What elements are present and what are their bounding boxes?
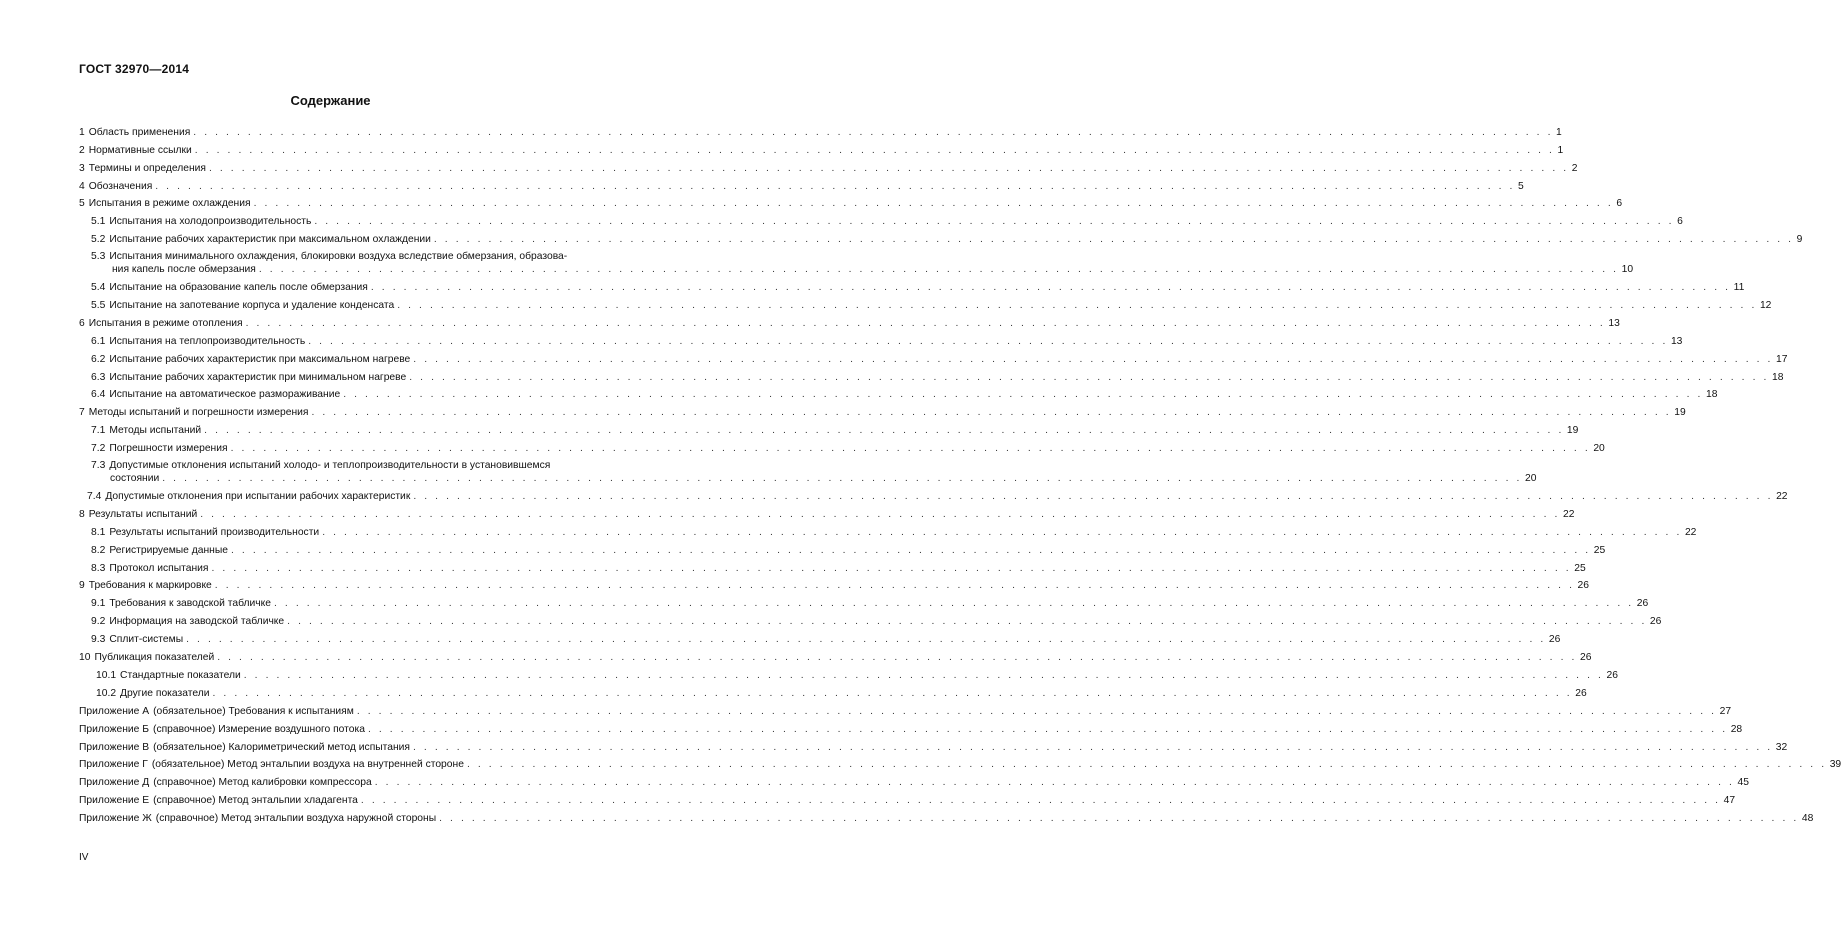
- toc-entry-label: [79, 406, 308, 419]
- toc-entry-number: 5.4: [91, 282, 106, 294]
- toc-entry-label: [91, 544, 228, 557]
- toc-entry-page: 48: [1801, 813, 1814, 825]
- toc-leader-dots: [204, 424, 1564, 437]
- toc-entry-number: Приложение Г: [79, 759, 148, 771]
- toc-entry-title: (справочное) Метод энтальпии хладагента: [153, 795, 358, 807]
- toc-entry-label: [79, 162, 206, 175]
- toc-entry-page: 12: [1759, 300, 1772, 312]
- toc-entry[interactable]: [79, 139, 1564, 157]
- toc-leader-dots: [413, 490, 1773, 503]
- toc-entry-title: Результаты испытаний: [88, 508, 198, 520]
- toc-entry-page: 10: [1621, 264, 1634, 276]
- toc-entry-title: Испытание рабочих характеристик при максимальном охлаждении: [109, 234, 431, 246]
- toc-entry[interactable]: [79, 682, 1587, 700]
- toc-entry-title: Требования к заводской табличке: [109, 598, 271, 610]
- toc-leader-dots: [215, 579, 1575, 592]
- toc-entry-page: 26: [1577, 580, 1590, 592]
- toc-entry-label: [91, 281, 368, 294]
- toc-entry-number: 5.1: [91, 216, 106, 228]
- toc-entry-label: [79, 317, 243, 330]
- toc-entry-number: Приложение Ж: [79, 813, 152, 825]
- toc-entry-label: [79, 197, 251, 210]
- toc-entry[interactable]: [79, 294, 1772, 312]
- toc-entry-title: Нормативные ссылки: [88, 144, 192, 156]
- toc-entry-page: 1: [1556, 126, 1562, 138]
- toc-entry[interactable]: [79, 437, 1605, 455]
- toc-entry-label: [79, 180, 152, 193]
- toc-leader-dots: [162, 472, 1522, 485]
- toc-leader-dots: [308, 335, 1668, 348]
- toc-entry-page: 25: [1574, 562, 1586, 574]
- toc-entry[interactable]: [79, 276, 1745, 294]
- toc-leader-dots: [467, 758, 1827, 771]
- toc-entry-number: 6: [79, 317, 85, 329]
- toc-entry-number: 5.3: [91, 251, 106, 263]
- toc-entry-title: Испытания в режиме охлаждения: [88, 198, 251, 210]
- toc-entry-page: 2: [1571, 162, 1578, 174]
- toc-leader-dots: [254, 197, 1614, 210]
- toc-entry[interactable]: [79, 503, 1575, 521]
- toc-leader-dots: [212, 562, 1572, 575]
- toc-entry-label: [79, 126, 190, 139]
- toc-leader-dots: [287, 615, 1647, 628]
- toc-leader-dots: [434, 233, 1794, 246]
- toc-entry-number: 10: [79, 652, 91, 664]
- toc-entry[interactable]: [79, 575, 1590, 593]
- toc-entry-label: [91, 388, 340, 401]
- toc-entry[interactable]: [79, 592, 1649, 610]
- toc-entry-title: (обязательное) Метод энтальпии воздуха на внутренней стороне: [151, 759, 464, 771]
- toc-entry-label: [91, 371, 406, 384]
- toc-entry-label: [79, 579, 212, 592]
- toc-entry[interactable]: [79, 366, 1784, 384]
- toc-entry-page: 11: [1733, 282, 1745, 294]
- toc-entry-page: 17: [1776, 353, 1788, 365]
- toc-entry[interactable]: [79, 664, 1618, 682]
- toc-entry[interactable]: [79, 210, 1683, 228]
- toc-entry-page: 22: [1776, 491, 1788, 503]
- toc-entry[interactable]: [79, 330, 1683, 348]
- toc-entry-title: Термины и определения: [88, 162, 206, 174]
- toc-entry-number: 9.2: [91, 616, 106, 628]
- toc-entry-number: 5.5: [91, 300, 106, 312]
- toc-entry[interactable]: [79, 384, 1718, 402]
- toc-entry-number: 8.2: [91, 544, 106, 556]
- toc-entry-number: 10.2: [96, 687, 117, 699]
- toc-entry-title: Испытания на холодопроизводительность: [109, 216, 312, 228]
- toc-entry[interactable]: [79, 521, 1697, 539]
- toc-entry[interactable]: [79, 485, 1788, 503]
- toc-leader-dots: [193, 126, 1553, 139]
- toc-entry-page: 6: [1616, 198, 1623, 210]
- toc-entry[interactable]: [79, 246, 1634, 276]
- toc-entry-title: Стандартные показатели: [120, 669, 241, 681]
- toc-entry-title: Протокол испытания: [109, 562, 209, 574]
- toc-entry-page: 13: [1670, 335, 1683, 347]
- toc-entry-title: (справочное) Измерение воздушного потока: [153, 723, 365, 735]
- toc-entry-number: 7.1: [91, 425, 106, 437]
- toc-leader-dots: [209, 162, 1569, 175]
- toc-leader-dots: [357, 705, 1717, 718]
- toc-entry-title: Испытания в режиме отопления: [88, 317, 243, 329]
- toc-entry-label: [91, 442, 228, 455]
- toc-entry-title: Испытания минимального охлаждения, блокировки воздуха вследствие обмерзания, образова-: [109, 251, 568, 263]
- toc-leader-dots: [195, 144, 1555, 157]
- page-number: IV: [79, 852, 89, 863]
- toc-leader-dots: [343, 388, 1703, 401]
- toc-entry-label: [79, 508, 197, 521]
- toc-entry-number: 7.3: [91, 460, 106, 472]
- toc-entry-page: 27: [1719, 705, 1732, 717]
- toc-entry-label: [79, 723, 365, 736]
- toc-entry[interactable]: [79, 718, 1743, 736]
- toc-entry-label: [96, 669, 241, 682]
- toc-entry-page: 26: [1649, 616, 1662, 628]
- toc-entry[interactable]: [79, 312, 1620, 330]
- toc-entry-multiline: [91, 250, 1633, 276]
- toc-leader-dots: [246, 317, 1606, 330]
- toc-entry-number: Приложение Д: [79, 777, 150, 789]
- toc-entry-title-continued: ния капель после обмерзания: [112, 264, 256, 276]
- toc-entry-number: 6.1: [91, 335, 106, 347]
- toc-entry-title: (обязательное) Требования к испытаниям: [153, 705, 354, 717]
- toc-entry-label: [91, 562, 209, 575]
- toc-entry-number: 8: [79, 508, 85, 520]
- toc-entry-title: Область применения: [88, 126, 191, 138]
- toc-leader-dots: [213, 687, 1573, 700]
- toc-entry-number: 4: [79, 180, 85, 192]
- toc-entry-page: 22: [1562, 508, 1575, 520]
- toc-entry-label: [79, 144, 192, 157]
- toc-entry-page: 18: [1705, 389, 1718, 401]
- toc-entry-label: [91, 526, 319, 539]
- toc-entry-label: [79, 758, 464, 771]
- toc-entry-page: 19: [1566, 425, 1579, 437]
- toc-entry-line2: [91, 472, 1536, 485]
- toc-entry-page: 13: [1608, 317, 1620, 329]
- toc-entry-page: 28: [1730, 723, 1743, 735]
- toc-entry-title: Требования к маркировке: [88, 580, 212, 592]
- toc-entry-number: 9.1: [91, 598, 106, 610]
- toc-entry-label: [91, 424, 201, 437]
- toc-entry[interactable]: [79, 175, 1524, 193]
- toc-entry-page: 1: [1557, 144, 1564, 156]
- toc-entry-page: 25: [1593, 544, 1606, 556]
- toc-entry-line1: [91, 459, 1536, 472]
- toc-entry-title: Публикация показателей: [94, 652, 215, 664]
- toc-entry-number: 9: [79, 580, 85, 592]
- toc-leader-dots: [409, 371, 1769, 384]
- toc-entry-title: Регистрируемые данные: [109, 544, 228, 556]
- toc-entry-page: 47: [1723, 795, 1736, 807]
- toc-entry-title: (обязательное) Калориметрический метод испытания: [153, 741, 411, 753]
- toc-entry[interactable]: [79, 754, 1841, 772]
- toc-entry[interactable]: [79, 771, 1749, 789]
- toc-entry-page: 20: [1593, 443, 1605, 455]
- toc-entry-number: 8.3: [91, 562, 106, 574]
- toc-entry[interactable]: [79, 646, 1592, 664]
- toc-leader-dots: [274, 597, 1634, 610]
- toc-leader-dots: [371, 281, 1731, 294]
- toc-entry-title: Испытания на теплопроизводительность: [109, 335, 306, 347]
- toc-entry-title: Информация на заводской табличке: [109, 616, 285, 628]
- toc-entry-number: Приложение Б: [79, 723, 150, 735]
- toc-entry[interactable]: [79, 807, 1814, 825]
- toc-leader-dots: [314, 215, 1674, 228]
- toc-entry[interactable]: [79, 628, 1561, 646]
- toc-leader-dots: [375, 776, 1735, 789]
- toc-leader-dots: [155, 180, 1515, 193]
- toc-entry-number: 7.2: [91, 443, 106, 455]
- toc-leader-dots: [244, 669, 1604, 682]
- toc-entry-title: Погрешности измерения: [109, 443, 228, 455]
- toc-entry-title: Испытание рабочих характеристик при максимальном нагреве: [109, 353, 411, 365]
- toc-entry-line2: [91, 263, 1633, 276]
- toc-entry-number: 6.3: [91, 371, 106, 383]
- toc-entry-number: Приложение А: [79, 705, 150, 717]
- toc-entry[interactable]: [79, 419, 1579, 437]
- toc-entry-page: 26: [1548, 634, 1561, 646]
- toc-leader-dots: [217, 651, 1577, 664]
- toc-entry-number: 5.2: [91, 234, 106, 246]
- toc-entry-title-continued: состоянии: [110, 473, 160, 485]
- toc-entry[interactable]: [79, 539, 1606, 557]
- page-title: Содержание: [290, 93, 371, 108]
- toc-entry-number: 8.1: [91, 526, 106, 538]
- toc-entry-label: [79, 794, 358, 807]
- toc-entry-label: [79, 741, 410, 754]
- toc-entry-number: 9.3: [91, 634, 106, 646]
- toc-entry-number: Приложение В: [79, 741, 150, 753]
- toc-entry-page: 26: [1636, 598, 1649, 610]
- toc-entry-page: 5: [1518, 180, 1524, 192]
- toc-entry-number: 2: [79, 144, 85, 156]
- toc-entry[interactable]: [79, 557, 1586, 575]
- toc-entry-page: 18: [1771, 371, 1784, 383]
- toc-entry-title: Испытание на запотевание корпуса и удаление конденсата: [109, 300, 395, 312]
- toc-entry-number: 5: [79, 198, 85, 210]
- document-header: ГОСТ 32970—2014: [79, 62, 190, 76]
- toc-entry-label: [91, 299, 394, 312]
- toc-entry-title: Результаты испытаний производительности: [109, 526, 320, 538]
- toc-entry-page: 22: [1684, 526, 1697, 538]
- toc-entry-page: 39: [1829, 759, 1841, 771]
- toc-entry-label: [87, 490, 410, 503]
- toc-entry-title: Испытание на образование капель после обмерзания: [109, 282, 368, 294]
- toc-entry-label: [91, 215, 311, 228]
- toc-leader-dots: [231, 442, 1591, 455]
- toc-entry-title: Допустимые отклонения при испытании рабочих характеристик: [105, 491, 411, 503]
- toc-entry-title: Сплит-системы: [109, 634, 184, 646]
- toc-entry-number: 3: [79, 162, 85, 174]
- table-of-contents: [79, 121, 1841, 825]
- toc-entry-label: [79, 812, 436, 825]
- toc-entry-page: 26: [1575, 687, 1587, 699]
- toc-entry-label: [79, 651, 214, 664]
- toc-entry-page: 9: [1796, 234, 1803, 246]
- toc-leader-dots: [361, 794, 1721, 807]
- toc-leader-dots: [413, 353, 1773, 366]
- toc-entry-title: (справочное) Метод энтальпии воздуха наружной стороны: [155, 813, 437, 825]
- toc-entry-page: 32: [1775, 741, 1788, 753]
- toc-entry-page: 26: [1606, 669, 1618, 681]
- toc-entry-number: 6.4: [91, 389, 106, 401]
- toc-entry-page: 6: [1677, 216, 1683, 228]
- toc-entry-label: [91, 597, 271, 610]
- toc-leader-dots: [311, 406, 1671, 419]
- toc-entry-label: [91, 615, 284, 628]
- toc-entry[interactable]: [79, 157, 1578, 175]
- toc-entry-page: 45: [1737, 777, 1749, 789]
- toc-leader-dots: [186, 633, 1546, 646]
- toc-entry[interactable]: [79, 348, 1788, 366]
- toc-entry-number: 6.2: [91, 353, 106, 365]
- toc-entry-title: Методы испытаний: [109, 425, 202, 437]
- toc-entry-page: 20: [1524, 473, 1537, 485]
- toc-entry-number: Приложение Е: [79, 795, 150, 807]
- toc-entry-label: [91, 335, 305, 348]
- toc-entry-number: 7: [79, 407, 85, 419]
- toc-entry-label: [96, 687, 210, 700]
- toc-entry[interactable]: [79, 121, 1562, 139]
- toc-leader-dots: [397, 299, 1757, 312]
- toc-entry[interactable]: [79, 401, 1686, 419]
- toc-entry[interactable]: [79, 736, 1788, 754]
- toc-entry-label: [91, 353, 410, 366]
- toc-entry-label: [91, 233, 431, 246]
- toc-leader-dots: [439, 812, 1799, 825]
- toc-entry[interactable]: [79, 228, 1803, 246]
- toc-leader-dots: [322, 526, 1682, 539]
- toc-entry-title: Методы испытаний и погрешности измерения: [88, 407, 309, 419]
- toc-leader-dots: [231, 544, 1591, 557]
- toc-leader-dots: [413, 741, 1773, 754]
- toc-entry-title: Допустимые отклонения испытаний холодо- и теплопроизводительности в установившемся: [109, 460, 551, 472]
- toc-entry-label: [79, 776, 372, 789]
- toc-entry-title: Другие показатели: [120, 687, 210, 699]
- toc-entry[interactable]: [79, 610, 1662, 628]
- toc-entry-title: Обозначения: [88, 180, 153, 192]
- toc-entry-number: 10.1: [96, 669, 117, 681]
- toc-entry[interactable]: [79, 700, 1732, 718]
- toc-leader-dots: [368, 723, 1728, 736]
- toc-entry-multiline: [91, 459, 1536, 485]
- toc-entry[interactable]: [79, 193, 1623, 211]
- toc-entry-page: 19: [1674, 407, 1686, 419]
- toc-entry-number: 7.4: [87, 491, 102, 503]
- toc-leader-dots: [259, 263, 1619, 276]
- toc-entry-title: Испытание на автоматическое размораживание: [109, 389, 341, 401]
- toc-entry-line1: [91, 250, 1633, 263]
- toc-entry-label: [79, 705, 354, 718]
- toc-entry-page: 26: [1579, 652, 1592, 664]
- toc-entry[interactable]: [79, 455, 1537, 485]
- toc-entry-title: Испытание рабочих характеристик при минимальном нагреве: [109, 371, 407, 383]
- toc-entry-title: (справочное) Метод калибровки компрессора: [153, 777, 372, 789]
- toc-leader-dots: [200, 508, 1560, 521]
- toc-entry-number: 1: [79, 126, 85, 138]
- toc-entry-label: [91, 633, 183, 646]
- toc-entry[interactable]: [79, 789, 1736, 807]
